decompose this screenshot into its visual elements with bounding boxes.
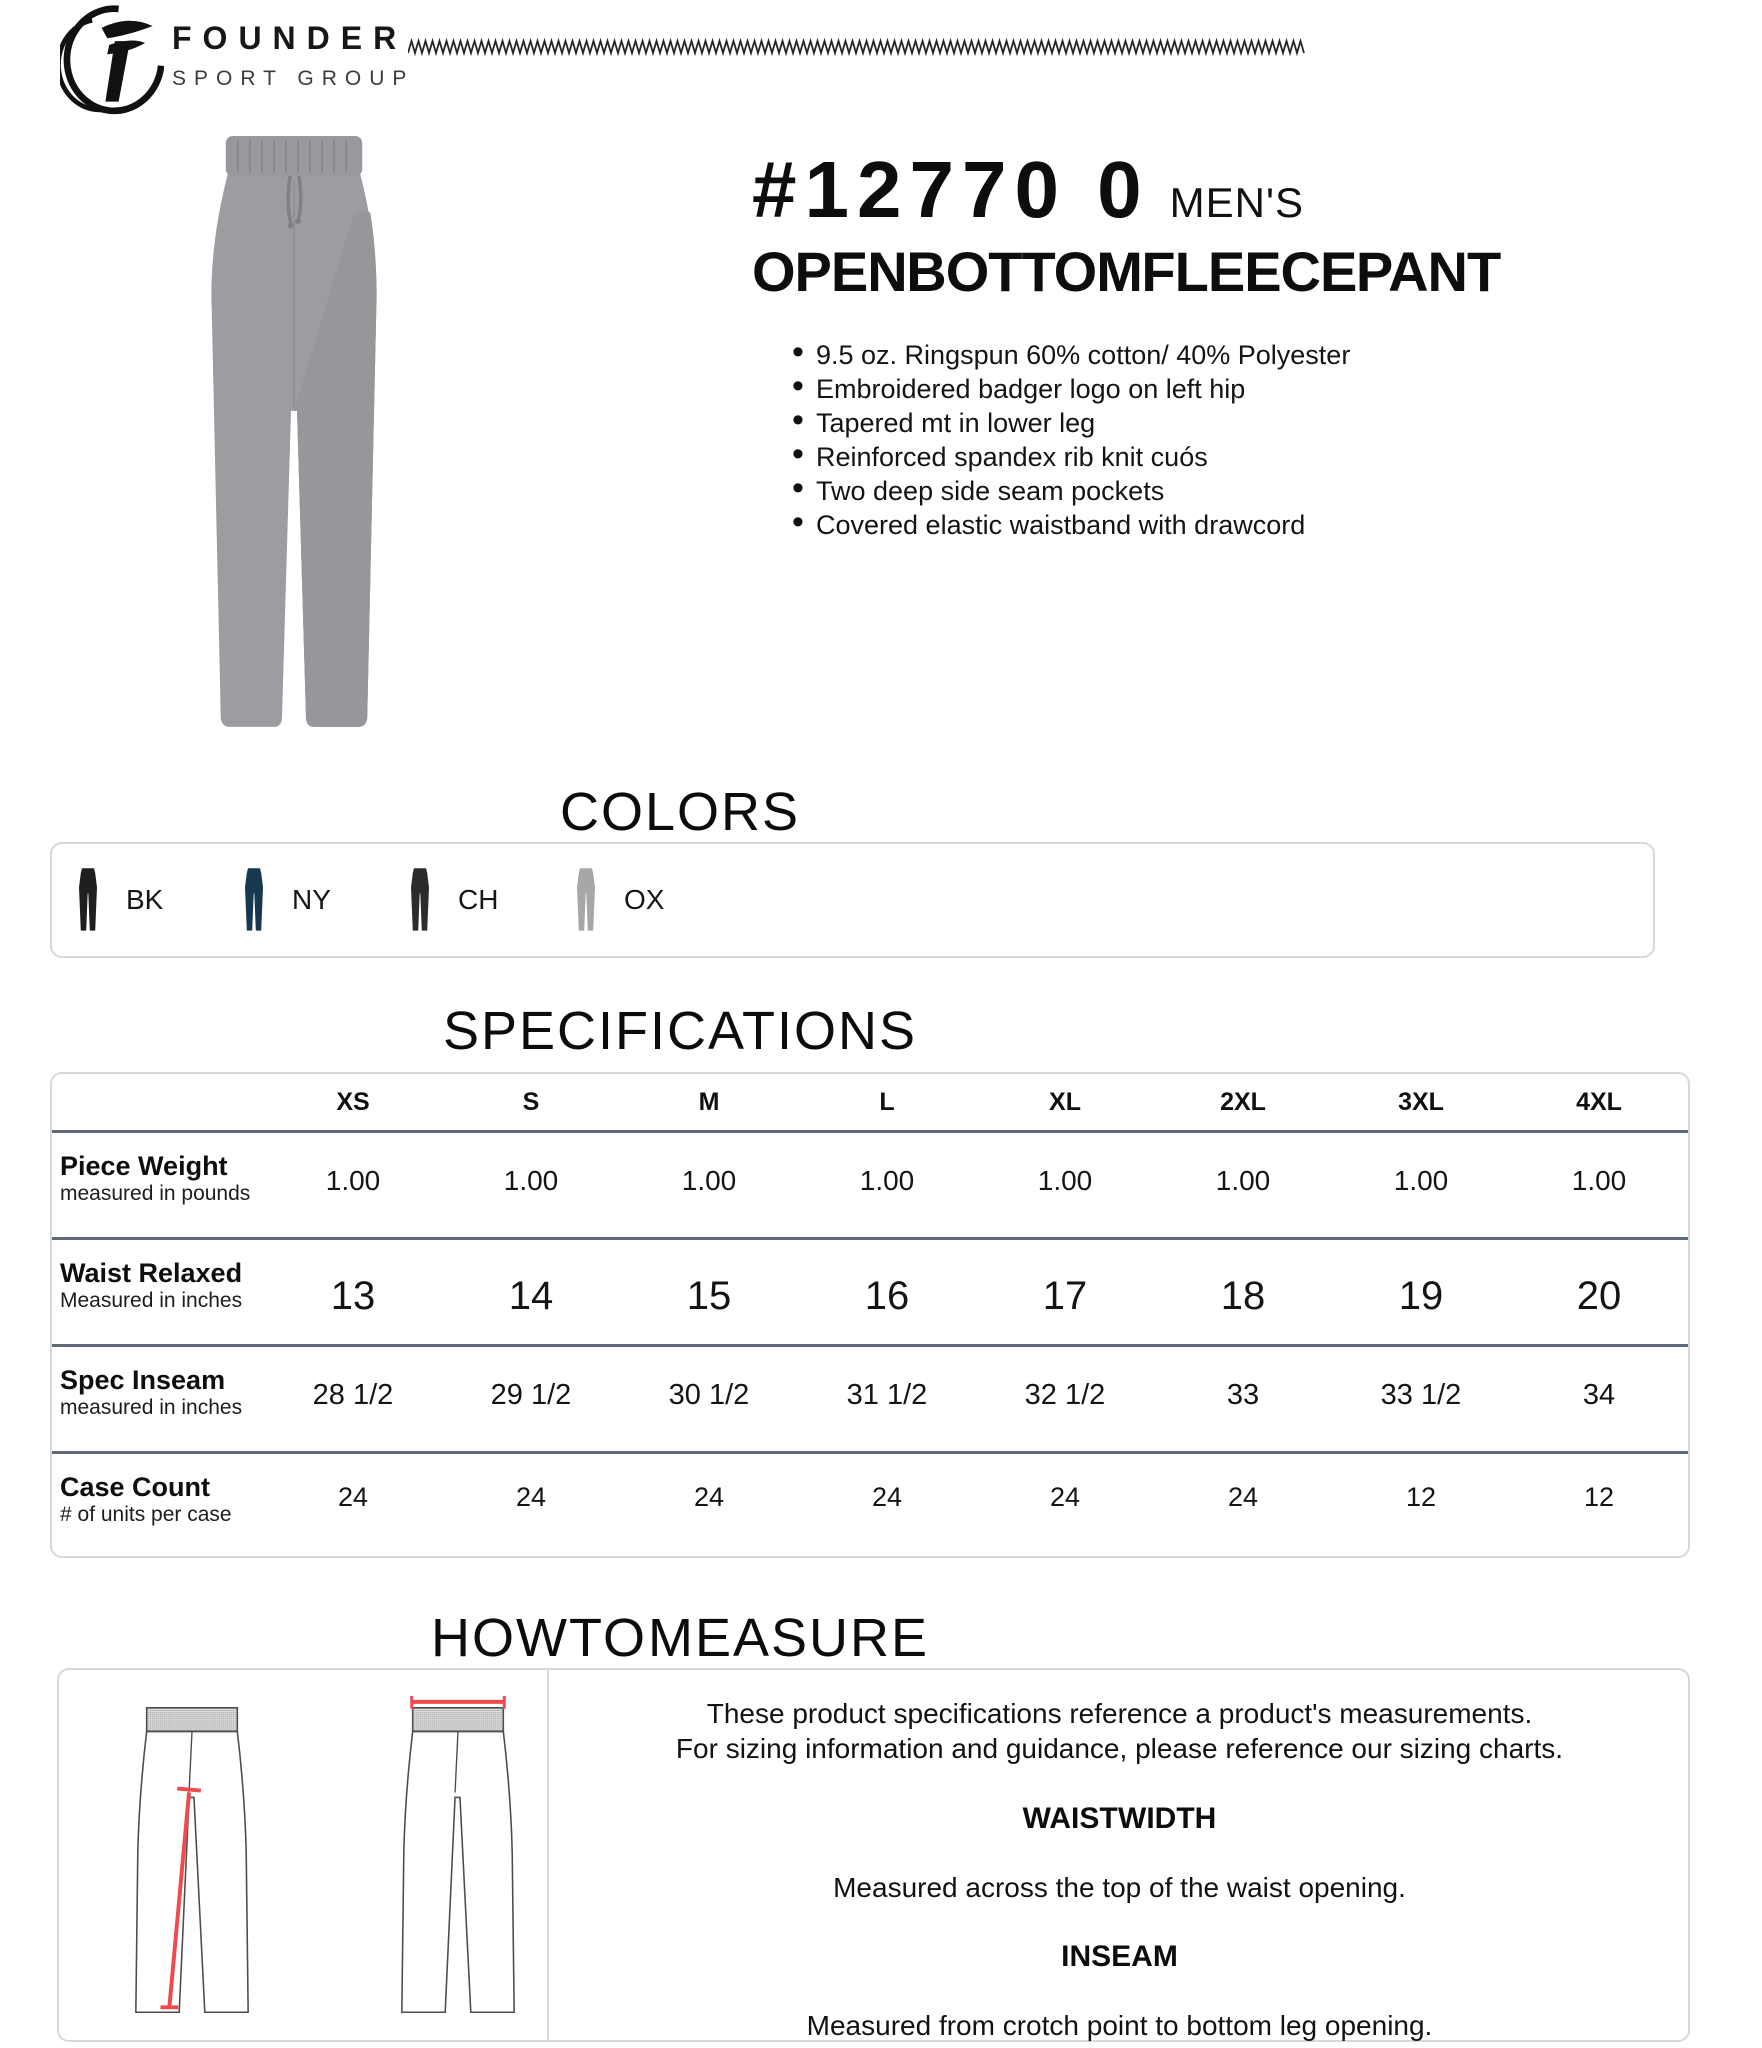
row-sublabel: Measured in inches <box>60 1289 243 1312</box>
waist-width-label: WAIST WIDTH <box>1022 1802 1217 1835</box>
measure-intro-line2: For sizing information and guidance, please reference our sizing charts. <box>675 1733 1564 1764</box>
size-header-row <box>52 1074 1688 1130</box>
size-col: L <box>879 1087 895 1116</box>
cell: 13 <box>330 1274 376 1318</box>
cell: 1.00 <box>325 1165 381 1196</box>
pants-swatch-icon <box>242 867 266 933</box>
size-col: M <box>698 1087 720 1116</box>
cell: 24 <box>693 1482 725 1512</box>
row-label: Piece Weight <box>60 1151 228 1181</box>
brand-line2: SPORT GROUP <box>172 67 415 90</box>
pants-swatch-icon <box>574 867 598 933</box>
cell: 1.00 <box>1393 1165 1449 1196</box>
row-sublabel: measured in pounds <box>60 1182 251 1205</box>
waist-width-text: Measured across the top of the waist opening. <box>833 1872 1406 1903</box>
size-col: 4XL <box>1576 1087 1622 1116</box>
size-col: 2XL <box>1220 1087 1266 1116</box>
color-swatch-ch <box>408 867 574 933</box>
pants-swatch-icon <box>76 867 100 933</box>
row-label: Case Count <box>60 1472 211 1502</box>
cell: 30 1/2 <box>668 1379 750 1411</box>
cell: 15 <box>686 1274 732 1318</box>
cell: 18 <box>1220 1274 1266 1318</box>
feature-list <box>792 338 1512 542</box>
size-col: XL <box>1049 1087 1081 1116</box>
specifications-table <box>50 1072 1690 1558</box>
cell: 31 1/2 <box>846 1379 928 1411</box>
cell: 24 <box>515 1482 547 1512</box>
color-swatch-ny <box>242 867 408 933</box>
color-code: BK <box>126 884 164 915</box>
cell: 12 <box>1405 1482 1437 1512</box>
size-col: XS <box>336 1087 370 1116</box>
cell: 1.00 <box>1571 1165 1627 1196</box>
feature-item: • Tapered mt in lower leg <box>792 406 1512 440</box>
cell: 34 <box>1582 1379 1616 1411</box>
product-title-block <box>752 145 1512 542</box>
brand-line1: FOUNDER <box>172 20 408 56</box>
cell: 1.00 <box>681 1165 737 1196</box>
size-col: 3XL <box>1398 1087 1444 1116</box>
cell: 1.00 <box>503 1165 559 1196</box>
cell: 16 <box>864 1274 910 1318</box>
cell: 19 <box>1398 1274 1444 1318</box>
colors-panel <box>50 842 1655 958</box>
cell: 24 <box>1227 1482 1259 1512</box>
row-label: Spec Inseam <box>60 1365 226 1395</box>
cell: 1.00 <box>859 1165 915 1196</box>
table-row-piece-weight <box>52 1133 1688 1237</box>
feature-item: • Embroidered badger logo on left hip <box>792 372 1512 406</box>
cell: 32 1/2 <box>1024 1379 1106 1411</box>
cell: 1.00 <box>1037 1165 1093 1196</box>
measure-instructions <box>549 1670 1690 2040</box>
product-image <box>192 128 396 750</box>
zigzag-line <box>408 38 1310 58</box>
how-to-measure-panel <box>57 1668 1690 2042</box>
product-number: #12770 0 <box>752 145 1150 234</box>
colors-heading: COLORS <box>559 782 801 842</box>
inseam-diagram <box>131 1694 253 2029</box>
feature-item: • 9.5 oz. Ringspun 60% cotton/ 40% Polyester <box>792 338 1512 372</box>
measure-intro-line1: These product specifications reference a product's measurements. <box>706 1698 1533 1729</box>
cell: 12 <box>1583 1482 1615 1512</box>
cell: 24 <box>871 1482 903 1512</box>
cell: 17 <box>1042 1274 1088 1318</box>
product-name: OPEN BOTTOM FLEECE PANT <box>752 240 1501 303</box>
product-gender: MEN'S <box>1169 179 1305 226</box>
cell: 24 <box>337 1482 369 1512</box>
specifications-heading: SPECIFICATIONS <box>442 1001 918 1061</box>
feature-item: • Two deep side seam pockets <box>792 474 1512 508</box>
brand-name <box>172 20 414 91</box>
cell: 33 1/2 <box>1380 1379 1462 1411</box>
size-col: S <box>522 1087 540 1116</box>
row-sublabel: # of units per case <box>60 1503 232 1526</box>
cell: 33 <box>1226 1379 1260 1411</box>
feature-item: • Reinforced spandex rib knit cuós <box>792 440 1512 474</box>
founder-logo-icon <box>60 0 164 120</box>
cell: 29 1/2 <box>490 1379 572 1411</box>
row-label: Waist Relaxed <box>60 1258 243 1288</box>
pants-swatch-icon <box>408 867 432 933</box>
color-code: CH <box>458 884 499 915</box>
cell: 14 <box>508 1274 554 1318</box>
table-row-waist-relaxed <box>52 1240 1688 1344</box>
color-code: OX <box>624 884 665 915</box>
how-to-measure-heading: HOW TO MEASURE <box>430 1608 930 1668</box>
table-row-case-count <box>52 1454 1688 1558</box>
waist-width-diagram <box>397 1694 519 2029</box>
inseam-label: INSEAM <box>1061 1940 1178 1973</box>
cell: 28 1/2 <box>312 1379 394 1411</box>
color-code: NY <box>292 884 331 915</box>
inseam-text: Measured from crotch point to bottom leg opening. <box>806 2010 1433 2041</box>
color-swatch-ox <box>574 867 740 933</box>
cell: 24 <box>1049 1482 1081 1512</box>
cell: 1.00 <box>1215 1165 1271 1196</box>
feature-item: • Covered elastic waistband with drawcord <box>792 508 1512 542</box>
row-sublabel: measured in inches <box>60 1396 243 1419</box>
table-row-spec-inseam <box>52 1347 1688 1451</box>
color-swatch-bk <box>76 867 242 933</box>
cell: 20 <box>1576 1274 1622 1318</box>
